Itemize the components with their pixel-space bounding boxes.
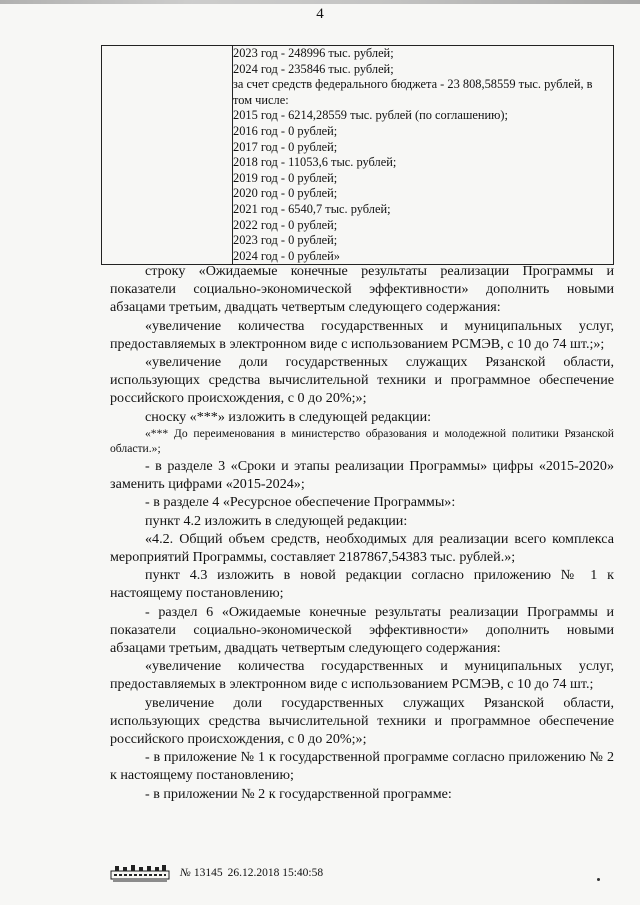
paragraph: «увеличение количества государственных и муниципальных услуг, предоставляемых в электронном виде с использованием РСМЭВ, с 10 до 74 шт.; (110, 658, 614, 693)
scan-mark (597, 878, 600, 881)
funding-line: 2016 год - 0 рублей; (233, 123, 338, 138)
funding-line: 2023 год - 0 рублей; (233, 233, 338, 248)
paragraph: «4.2. Общий объем средств, необходимых для реализации всего комплекса мероприятий Программы, составляет 2187867,54383 тыс. рублей.»; (110, 530, 614, 566)
paragraph: - в разделе 3 «Сроки и этапы реализации Программы» цифры «2015-2020» заменить цифрами «2015-2024»; (110, 458, 614, 493)
page-number: 4 (316, 6, 324, 22)
funding-line: 2018 год - 11053,6 тыс. рублей; (233, 155, 397, 170)
paragraph: - в разделе 4 «Ресурсное обеспечение Программы»: (145, 494, 456, 511)
scan-edge (0, 0, 640, 4)
paragraph: пункт 4.3 изложить в новой редакции согласно приложению № 1 к настоящему постановлению; (110, 567, 614, 602)
paragraph: - в приложение № 1 к государственной программе согласно приложению № 2 к настоящему постановлению; (110, 749, 614, 784)
paragraph: - раздел 6 «Ожидаемые конечные результаты реализации Программы и показатели социально-экономической эффективности» дополнить новыми абзацами третьим, двадцать четвертым следующего содержания: (110, 603, 614, 657)
paragraph: строку «Ожидаемые конечные результаты реализации Программы и показатели социально-экономической эффективности» дополнить новыми абзацами третьим, двадцать четвертым следующего содержания: (110, 263, 614, 316)
footnote-paragraph: «*** До переименования в министерство образования и молодежной политики Рязанской области.»; (110, 426, 614, 456)
funding-line: 2022 год - 0 рублей; (233, 217, 338, 232)
paragraph: «увеличение доли государственных служащих Рязанской области, использующих средства вычислительной техники и программное обеспечение российского происхождения, с 0 до 20%;»; (110, 354, 614, 407)
registry-logo-icon (110, 864, 170, 882)
paragraph: «увеличение количества государственных и муниципальных услуг, предоставляемых в электронном виде с использованием РСМЭВ, с 10 до 74 шт.;»; (110, 317, 614, 352)
doc-datetime: 26.12.2018 15:40:58 (227, 867, 324, 879)
registration-footer (110, 863, 328, 883)
funding-line: 2023 год - 248996 тыс. рублей; (233, 46, 394, 60)
paragraph: пункт 4.2 изложить в следующей редакции: (145, 512, 408, 529)
funding-line: 2017 год - 0 рублей; (233, 139, 338, 154)
table-row (102, 46, 614, 265)
funding-line: 2021 год - 6540,7 тыс. рублей; (233, 201, 391, 216)
table-left-cell (102, 46, 233, 265)
paragraph: увеличение доли государственных служащих Рязанской области, использующих средства вычислительной техники и программное обеспечение российского происхождения, с 0 до 20%;»; (110, 694, 614, 748)
funding-line: 2019 год - 0 рублей; (233, 170, 338, 185)
document-body (110, 262, 614, 803)
funding-line: 2024 год - 0 рублей» (233, 248, 340, 263)
doc-number-sign: № (180, 867, 191, 879)
funding-line: за счет средств федерального бюджета - 23 808,58559 тыс. рублей, в том числе: (233, 77, 593, 107)
funding-line: 2015 год - 6214,28559 тыс. рублей (по соглашению); (233, 108, 508, 123)
funding-table (101, 45, 614, 265)
paragraph: - в приложении № 2 к государственной программе: (145, 785, 452, 802)
paragraph: сноску «***» изложить в следующей редакции: (145, 408, 432, 425)
registration-stamp (180, 867, 328, 879)
funding-line: 2024 год - 235846 тыс. рублей; (233, 61, 394, 76)
table-right-cell (233, 46, 614, 265)
funding-line: 2020 год - 0 рублей; (233, 186, 338, 201)
doc-number: 13145 (193, 867, 223, 879)
